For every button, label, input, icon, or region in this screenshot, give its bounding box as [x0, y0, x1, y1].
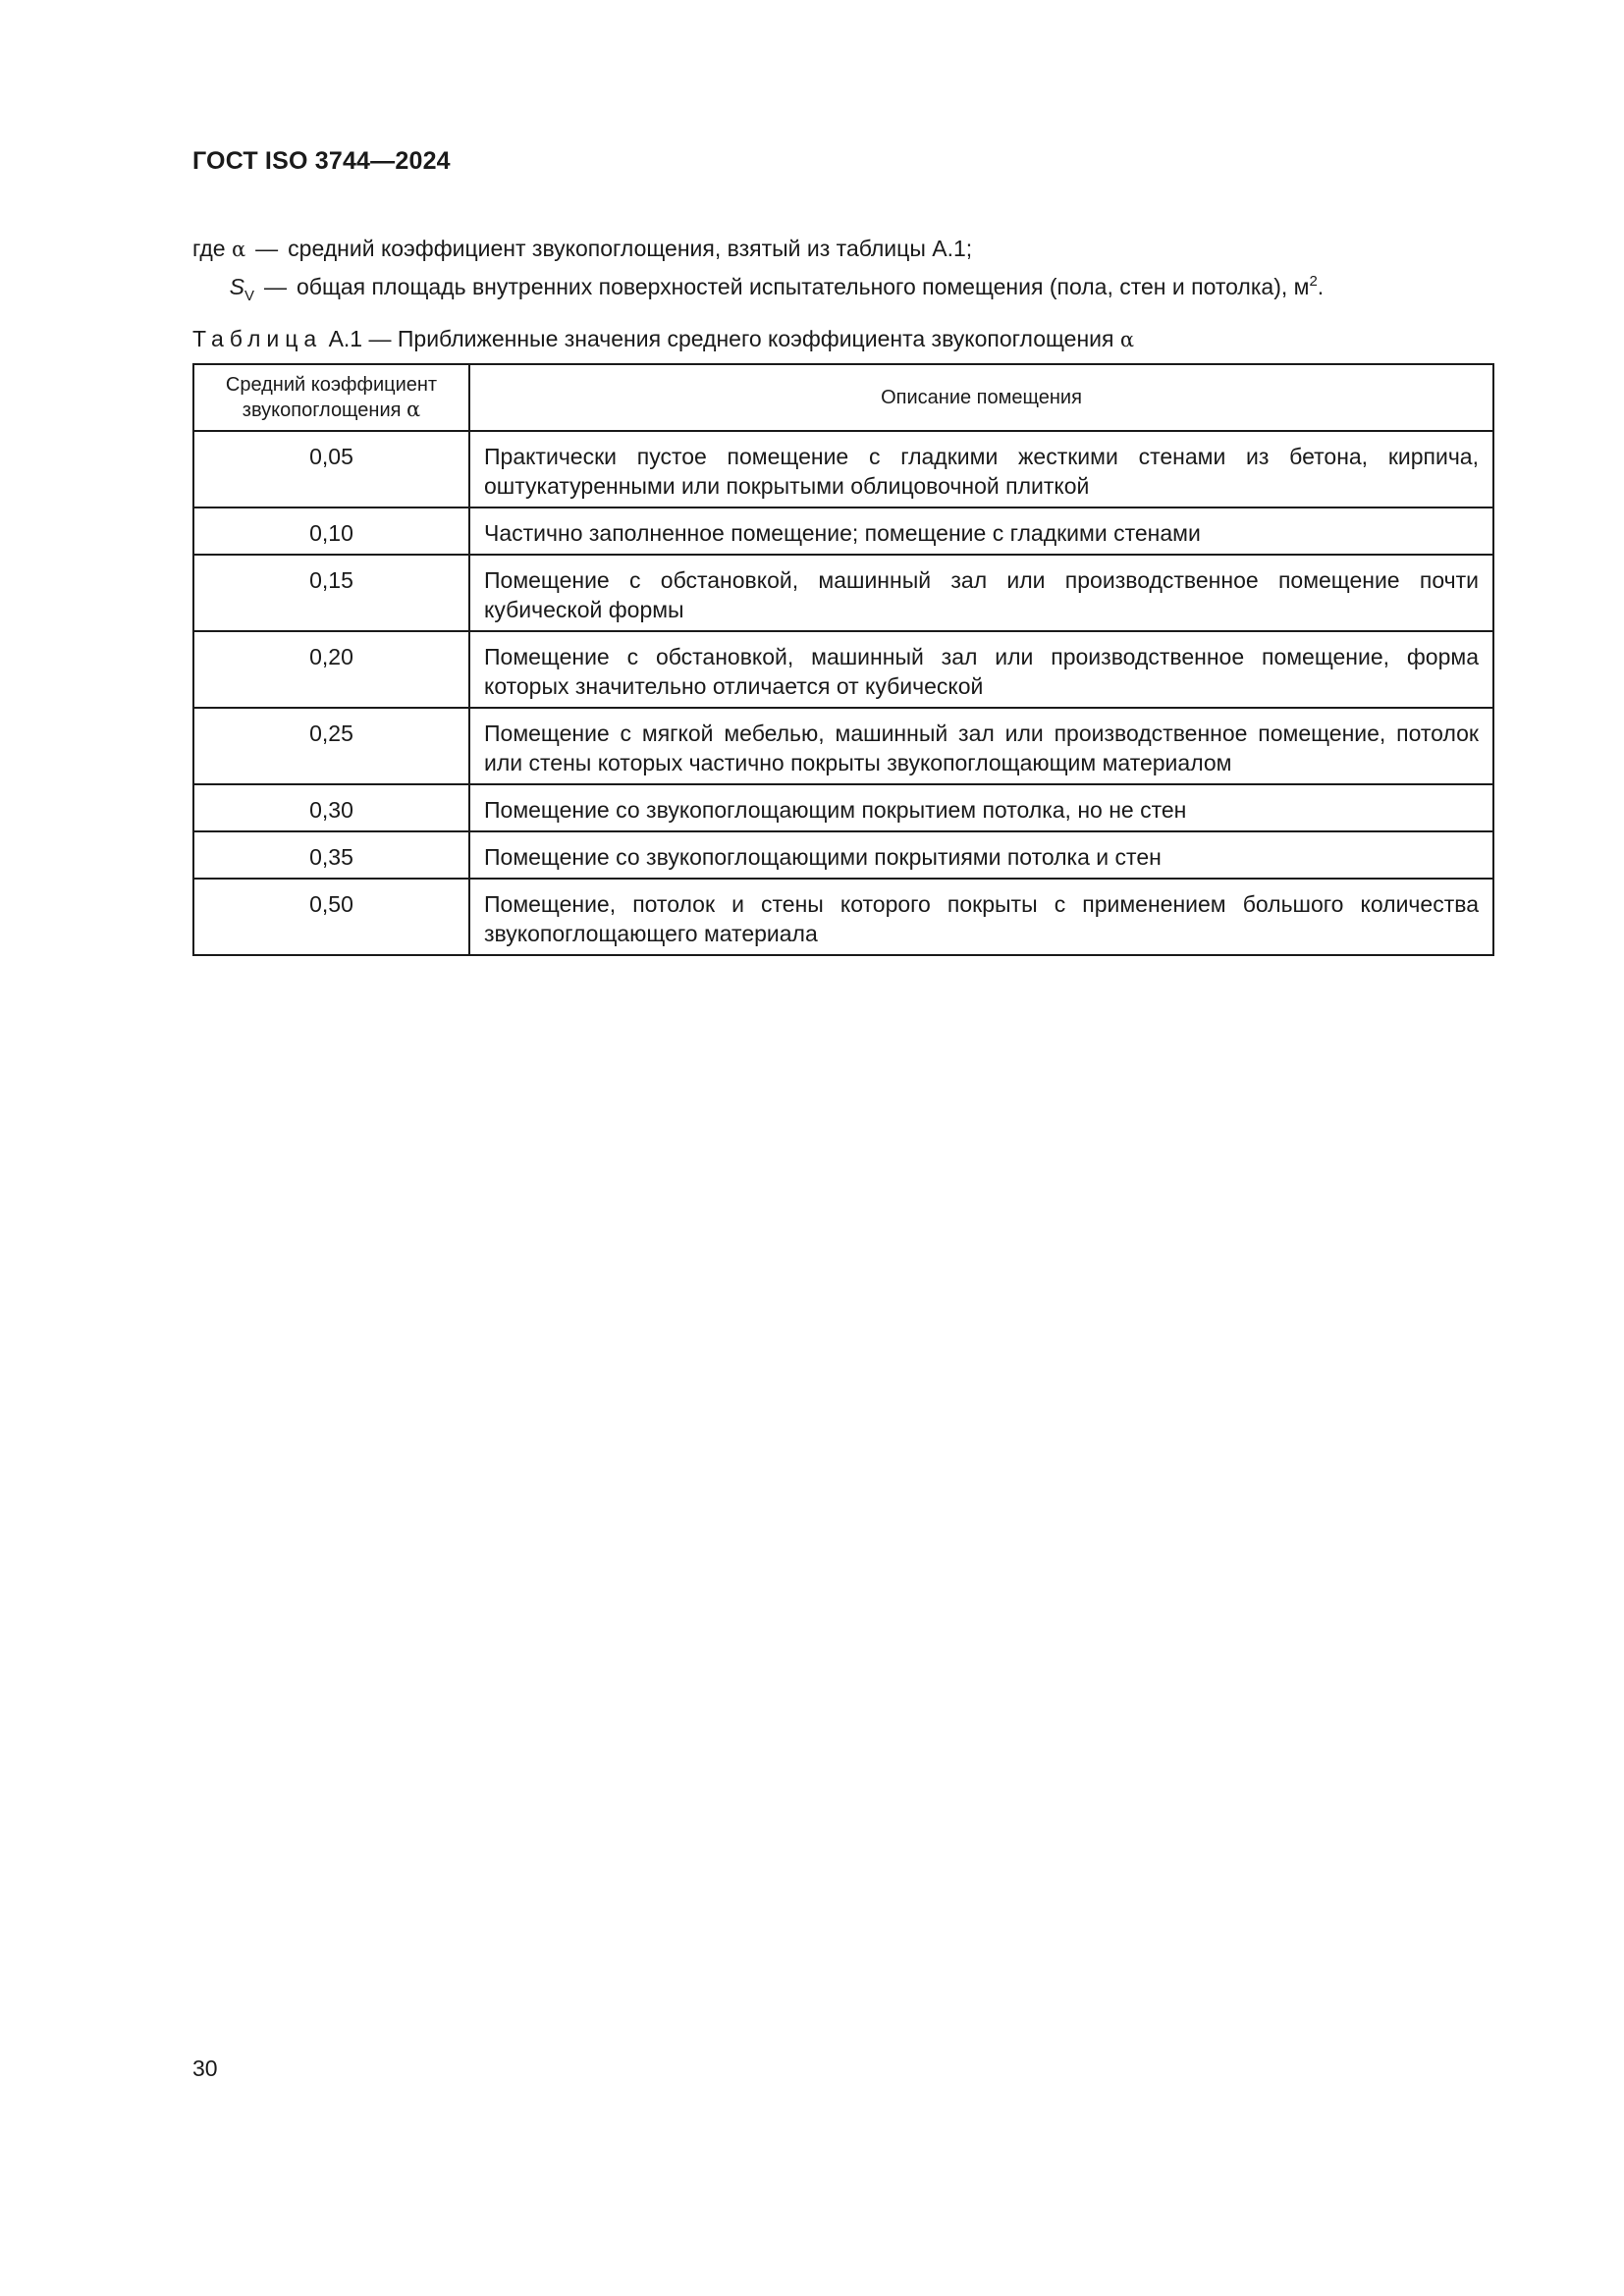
description-cell: Помещение, потолок и стены которого покрыты с применением большого количества звукопоглощающего материала [469, 879, 1493, 955]
table-row [193, 708, 1493, 784]
alpha-symbol: α [231, 238, 246, 261]
description-cell: Помещение со звукопоглощающим покрытием потолка, но не стен [469, 784, 1493, 831]
table-caption [192, 326, 1134, 352]
definition-text: общая площадь внутренних поверхностей испытательного помещения (пола, стен и потолка), м [297, 274, 1310, 299]
coefficient-cell: 0,15 [193, 555, 469, 631]
definition-prefix: где [192, 236, 226, 261]
header-alpha-symbol: α [406, 397, 421, 421]
definition-dash: — [255, 236, 279, 261]
description-cell: Помещение с обстановкой, машинный зал или производственное помещение почти кубической формы [469, 555, 1493, 631]
description-cell: Практически пустое помещение с гладкими жесткими стенами из бетона, кирпича, оштукатуренными или покрытыми облицовочной плиткой [469, 431, 1493, 507]
table-row [193, 784, 1493, 831]
surface-symbol: $S_V$ [229, 274, 254, 304]
coefficient-cell: 0,10 [193, 507, 469, 555]
definitions [192, 232, 1325, 304]
table-row [193, 631, 1493, 708]
description-cell: Частично заполненное помещение; помещение с гладкими стенами [469, 507, 1493, 555]
table-row [193, 507, 1493, 555]
coefficient-cell: 0,05 [193, 431, 469, 507]
coefficient-cell: 0,25 [193, 708, 469, 784]
coefficient-cell: 0,50 [193, 879, 469, 955]
table-header-row [193, 364, 1493, 431]
description-cell: Помещение с обстановкой, машинный зал или производственное помещение, форма которых значительно отличается от кубической [469, 631, 1493, 708]
table-row [193, 431, 1493, 507]
description-cell: Помещение со звукопоглощающими покрытиями потолка и стен [469, 831, 1493, 879]
table-row [193, 555, 1493, 631]
table-row [193, 879, 1493, 955]
caption-label: Таблица [192, 326, 323, 351]
coefficient-cell: 0,20 [193, 631, 469, 708]
definition-surface-area [192, 265, 1325, 304]
unit-superscript: 2 [1309, 273, 1318, 290]
caption-alpha-symbol: α [1119, 328, 1135, 351]
page-number: 30 [192, 2056, 218, 2081]
header-coefficient: Средний коэффициент звукопоглощения α [193, 364, 469, 431]
coefficient-cell: 0,35 [193, 831, 469, 879]
definition-end: . [1317, 274, 1325, 299]
absorption-table [192, 363, 1494, 956]
definition-text: средний коэффициент звукопоглощения, взятый из таблицы А.1; [288, 236, 973, 261]
caption-text: А.1 — Приближенные значения среднего коэффициента звукопоглощения [328, 326, 1114, 351]
definition-dash: — [264, 274, 287, 299]
table-row [193, 831, 1493, 879]
document-header: ГОСТ ISO 3744—2024 [192, 147, 451, 175]
description-cell: Помещение с мягкой мебелью, машинный зал или производственное помещение, потолок или стены которых частично покрыты звукопоглощающим материалом [469, 708, 1493, 784]
header-description: Описание помещения [469, 364, 1493, 431]
coefficient-cell: 0,30 [193, 784, 469, 831]
definition-alpha [192, 232, 1324, 265]
surface-symbol-subscript: V [244, 288, 254, 304]
